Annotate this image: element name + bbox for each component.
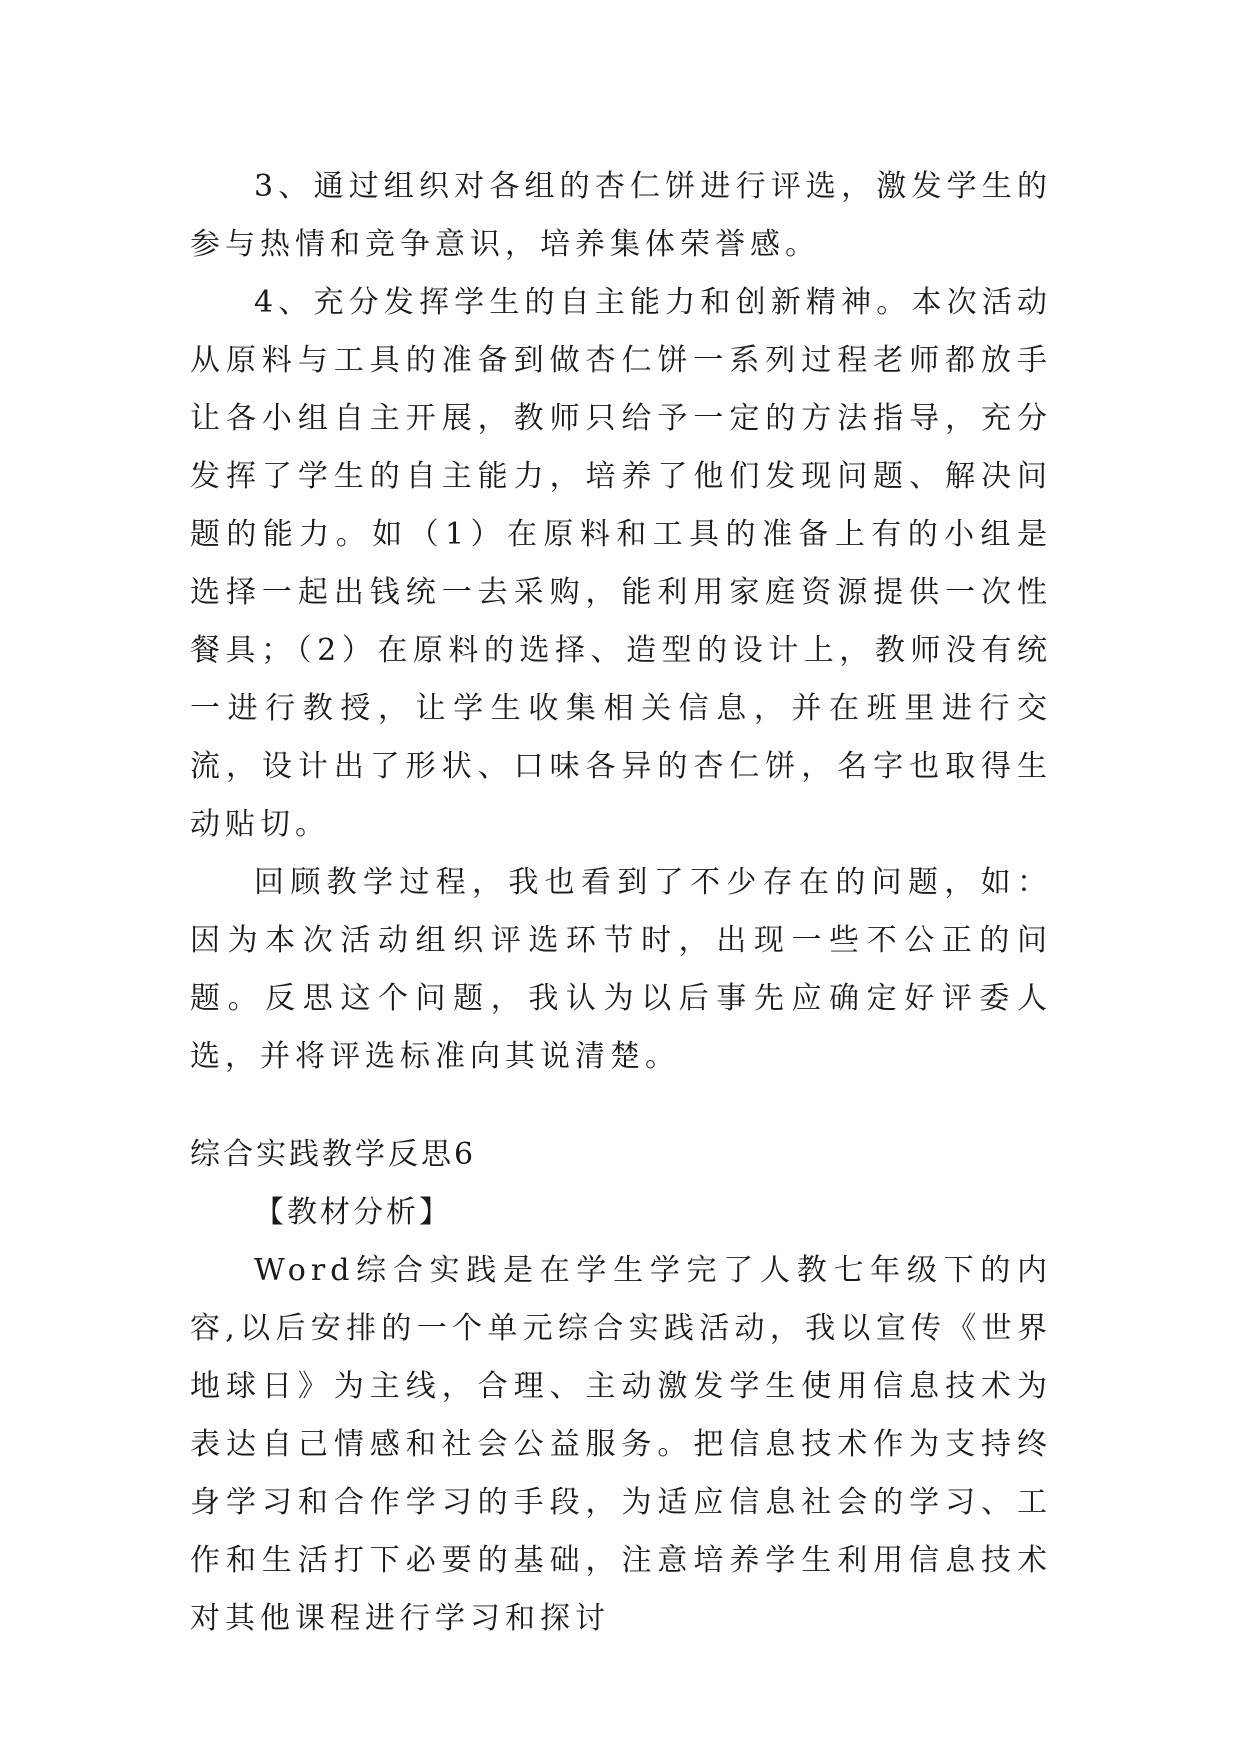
- subheading-material-analysis: 【教材分析】: [254, 1195, 452, 1230]
- document-body: [190, 158, 1052, 1648]
- paragraph-review: 回顾教学过程，我也看到了不少存在的问题，如：因为本次活动组织评选环节时，出现一些不公正的问题。反思这个问题，我认为以后事先应确定好评委人选，并将评选标准向其说清楚。: [190, 865, 1052, 1074]
- paragraph-3: 3、通过组织对各组的杏仁饼进行评选，激发学生的参与热情和竞争意识，培养集体荣誉感。: [190, 169, 1052, 262]
- section-title: 综合实践教学反思6: [190, 1137, 477, 1172]
- paragraph-word-practice: Word综合实践是在学生学完了人教七年级下的内容,以后安排的一个单元综合实践活动，我以宣传《世界地球日》为主线，合理、主动激发学生使用信息技术为表达自己情感和社会公益服务。把信息技术作为支持终身学习和合作学习的手段，为适应信息社会的学习、工作和生活打下必要的基础，注意培养学生利用信息技术对其他课程进行学习和探讨: [190, 1253, 1052, 1636]
- paragraph-4: 4、充分发挥学生的自主能力和创新精神。本次活动从原料与工具的准备到做杏仁饼一系列过程老师都放手让各小组自主开展，教师只给予一定的方法指导，充分发挥了学生的自主能力，培养了他们发现问题、解决问题的能力。如（1）在原料和工具的准备上有的小组是选择一起出钱统一去采购，能利用家庭资源提供一次性餐具；（2）在原料的选择、造型的设计上，教师没有统一进行教授，让学生收集相关信息，并在班里进行交流，设计出了形状、口味各异的杏仁饼，名字也取得生动贴切。: [190, 285, 1052, 842]
